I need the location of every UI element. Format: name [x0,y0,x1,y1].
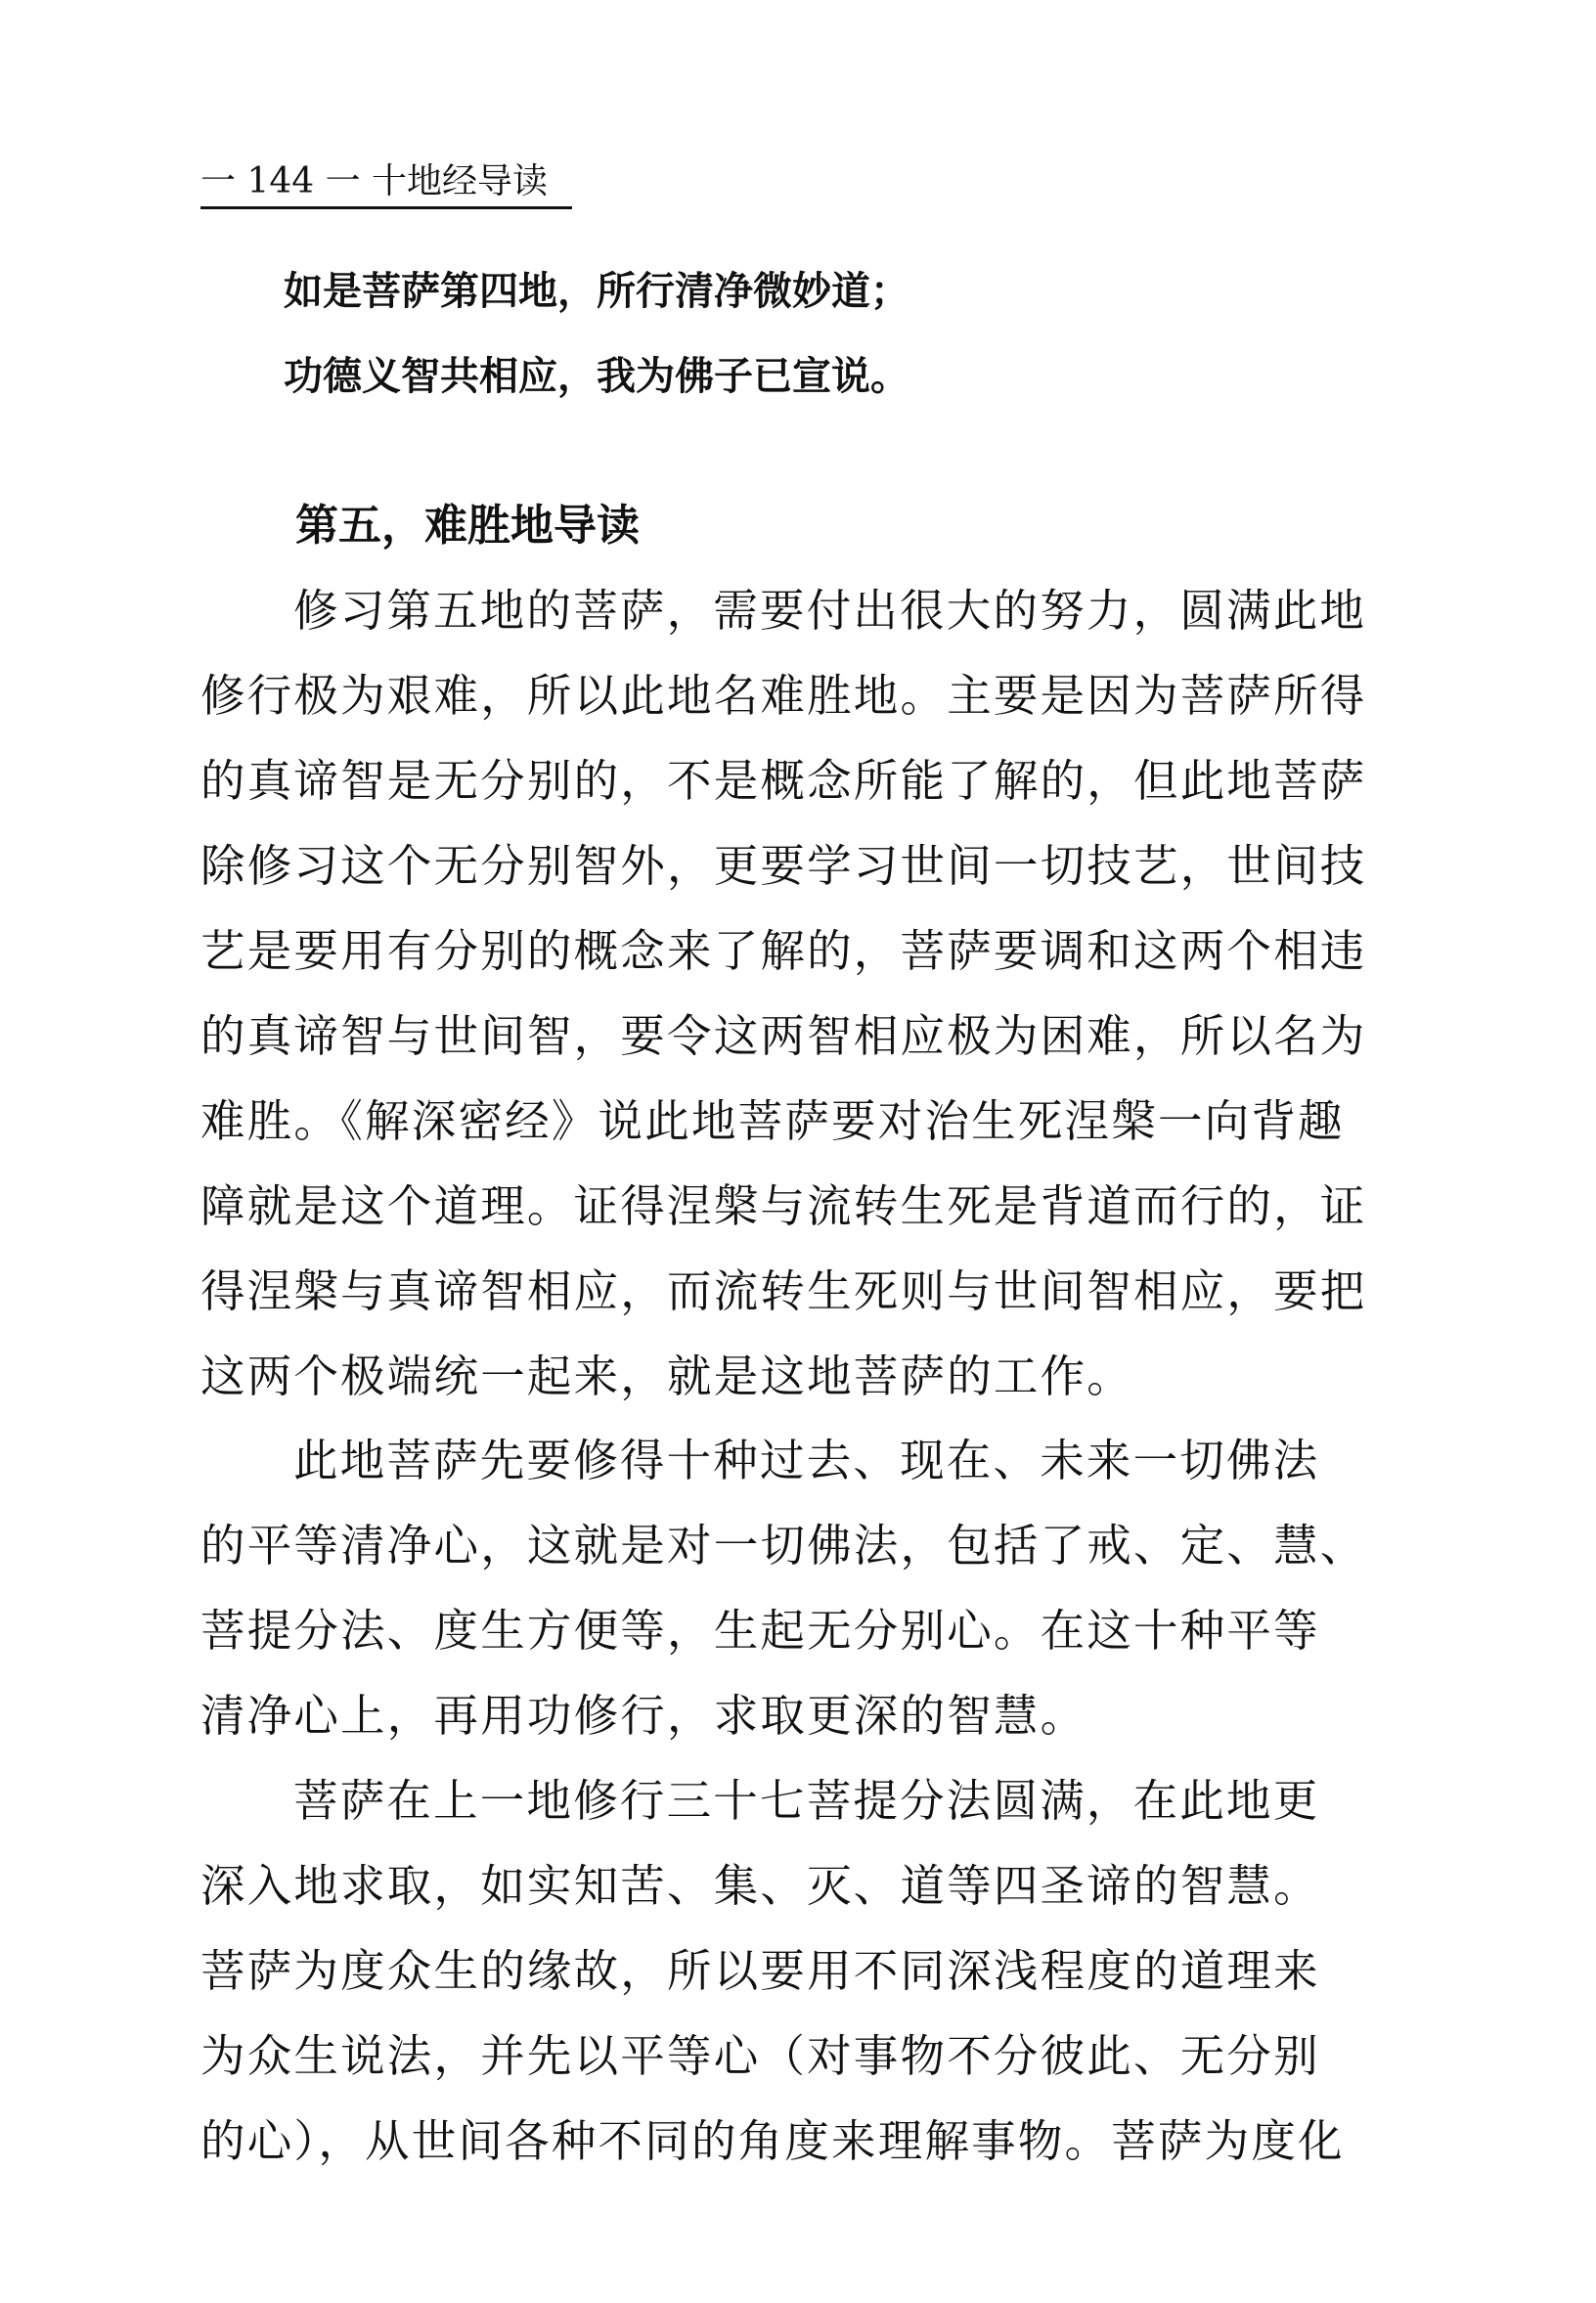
verse-line-2: 功德义智共相应，我为佛子已宣说。 [284,354,909,399]
paragraph-1 [200,568,1408,1419]
header-underline [200,206,572,209]
paragraph-line: 得涅槃与真谛智相应，而流转生死则与世间智相应，要把 [200,1265,1367,1317]
paragraph-2 [200,1418,1408,1758]
paragraph-line: 障就是这个道理。证得涅槃与流转生死是背道而行的，证 [200,1180,1367,1232]
paragraph-line: 除修习这个无分别智外，更要学习世间一切技艺，世间技 [200,840,1367,892]
paragraph-line: 深入地求取，如实知苦、集、灭、道等四圣谛的智慧。 [200,1860,1320,1912]
paragraph-line: 的平等清净心，这就是对一切佛法，包括了戒、定、慧、 [200,1520,1367,1572]
paragraph-line: 修习第五地的菩萨，需要付出很大的努力，圆满此地 [293,585,1367,637]
paragraph-line: 为众生说法，并先以平等心（对事物不分彼此、无分别 [200,2030,1320,2082]
paragraph-3 [200,1758,1408,2184]
paragraph-line: 清净心上，再用功修行，求取更深的智慧。 [200,1690,1087,1742]
paragraph-line: 艺是要用有分别的概念来了解的，菩萨要调和这两个相违 [200,925,1367,977]
paragraph-line: 的心），从世间各种不同的角度来理解事物。菩萨为度化 [200,2115,1345,2167]
paragraph-line: 菩萨为度众生的缘故，所以要用不同深浅程度的道理来 [200,1945,1320,1997]
paragraph-line: 的真谛智是无分别的，不是概念所能了解的，但此地菩萨 [200,755,1367,807]
running-header: 一 144 一 十地经导读 [200,161,549,201]
paragraph-line: 菩提分法、度生方便等，生起无分别心。在这十种平等 [200,1605,1320,1657]
paragraph-line: 此地菩萨先要修得十种过去、现在、未来一切佛法 [293,1435,1320,1486]
verse-line-1: 如是菩萨第四地，所行清净微妙道； [284,269,909,314]
paragraph-line: 修行极为艰难，所以此地名难胜地。主要是因为菩萨所得 [200,670,1367,722]
paragraph-line: 难胜。《解深密经》说此地菩萨要对治生死涅槃一向背趣 [200,1095,1345,1147]
paragraph-line: 这两个极端统一起来，就是这地菩萨的工作。 [200,1351,1134,1402]
paragraph-line: 菩萨在上一地修行三十七菩提分法圆满，在此地更 [293,1775,1320,1827]
section-heading: 第五，难胜地导读 [295,501,640,551]
paragraph-line: 的真谛智与世间智，要令这两智相应极为困难，所以名为 [200,1010,1367,1062]
